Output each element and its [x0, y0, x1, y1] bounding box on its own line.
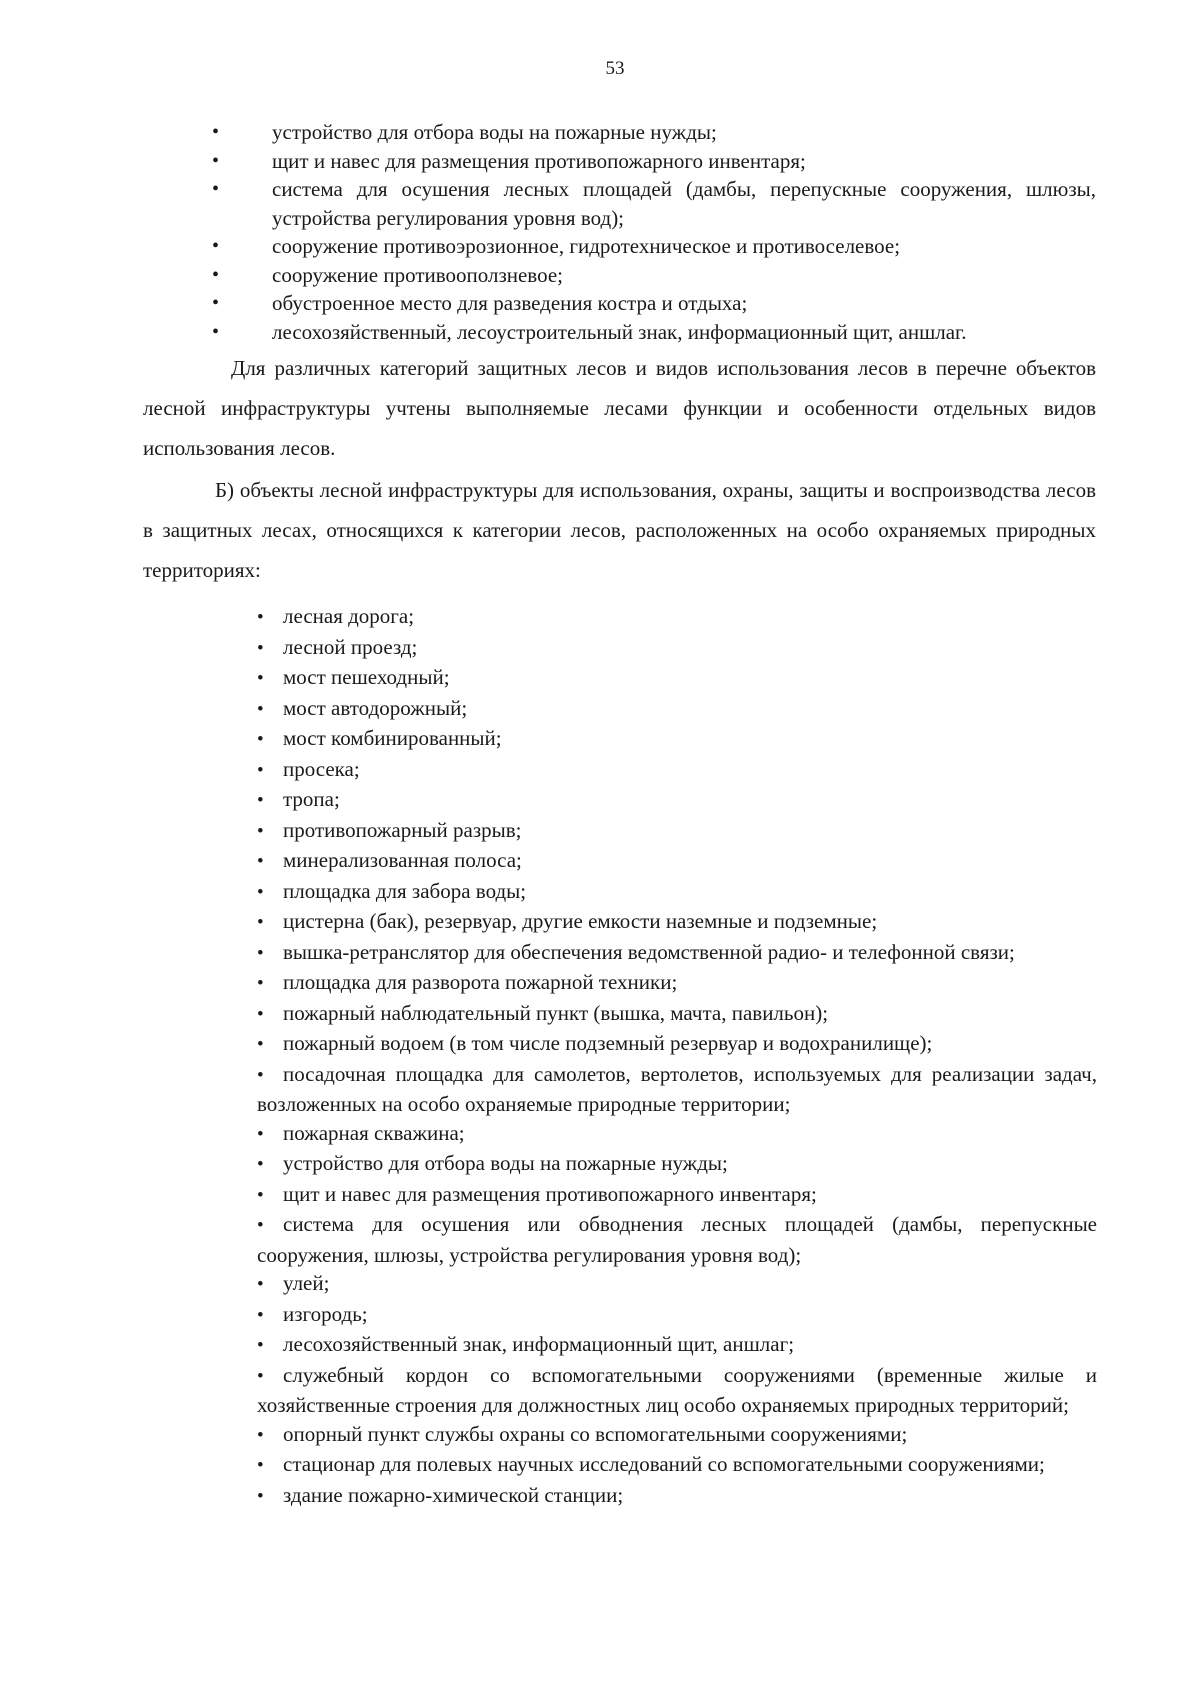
- bullet-icon: •: [257, 1485, 264, 1507]
- list-item: • площадка для забора воды;: [257, 877, 1097, 908]
- infrastructure-list-b: [257, 602, 1097, 1511]
- bullet-icon: •: [257, 1064, 264, 1086]
- bullet-icon: •: [257, 759, 264, 781]
- list-item: • сооружение противооползневое;: [212, 261, 1096, 290]
- list-item: • система для осушения лесных площадей (дамбы, перепускные сооружения, шлюзы, устройства регулирования уровня вод);: [212, 177, 1096, 230]
- list-item: • щит и навес для размещения противопожарного инвентаря;: [212, 147, 1096, 176]
- list-item: • изгородь;: [257, 1300, 1097, 1331]
- list-item: • лесной проезд;: [257, 633, 1097, 664]
- bullet-icon: •: [257, 698, 264, 720]
- list-item: • мост комбинированный;: [257, 724, 1097, 755]
- bullet-icon: •: [257, 1034, 264, 1055]
- paragraph-section-b: Б) объекты лесной инфраструктуры для использования, охраны, защиты и воспроизводства лесов в защитных лесах, относящихся к категории лесов, расположенных на особо охраняемых природных территориях:: [143, 478, 1096, 582]
- bullet-icon: •: [257, 1365, 264, 1387]
- bullet-icon: •: [212, 292, 220, 314]
- list-item: • устройство для отбора воды на пожарные нужды;: [212, 118, 1096, 147]
- bullet-icon: •: [257, 1215, 264, 1236]
- list-item: • минерализованная полоса;: [257, 846, 1097, 877]
- list-item: • лесохозяйственный, лесоустроительный знак, информационный щит, аншлаг.: [212, 318, 1096, 347]
- list-item: • лесная дорога;: [257, 602, 1097, 633]
- bullet-icon: •: [212, 149, 220, 172]
- list-item: • улей;: [257, 1269, 1097, 1300]
- bullet-icon: •: [257, 851, 264, 872]
- list-item: • пожарный наблюдательный пункт (вышка, мачта, павильон);: [257, 999, 1097, 1030]
- page-number: 53: [605, 58, 625, 79]
- list-item: • тропа;: [257, 785, 1097, 816]
- list-item: • пожарная скважина;: [257, 1119, 1097, 1150]
- list-item: • мост автодорожный;: [257, 694, 1097, 725]
- bullet-icon: •: [257, 790, 264, 811]
- list-item: • пожарный водоем (в том числе подземный резервуар и водохранилище);: [257, 1029, 1097, 1060]
- list-item: • мост пешеходный;: [257, 663, 1097, 694]
- list-item: • лесохозяйственный знак, информационный щит, аншлаг;: [257, 1330, 1097, 1361]
- bullet-icon: •: [212, 178, 220, 200]
- bullet-icon: •: [212, 235, 220, 257]
- bullet-icon: •: [257, 1304, 264, 1326]
- list-item: • щит и навес для размещения противопожарного инвентаря;: [257, 1180, 1097, 1211]
- list-item: • обустроенное место для разведения костра и отдыха;: [212, 289, 1096, 318]
- bullet-icon: •: [257, 1154, 264, 1175]
- list-item: • просека;: [257, 755, 1097, 786]
- list-item: • система для осушения или обводнения лесных площадей (дамбы, перепускные сооружения, шлюзы, устройства регулирования уровня вод);: [257, 1212, 1097, 1267]
- bullet-icon: •: [212, 263, 220, 286]
- bullet-icon: •: [257, 668, 264, 689]
- bullet-icon: •: [257, 1335, 264, 1356]
- list-item: • сооружение противоэрозионное, гидротехническое и противоселевое;: [212, 232, 1096, 261]
- list-item: • здание пожарно-химической станции;: [257, 1481, 1097, 1512]
- bullet-icon: •: [257, 607, 264, 628]
- bullet-icon: •: [257, 1455, 264, 1476]
- bullet-icon: •: [257, 729, 264, 750]
- list-item: • опорный пункт службы охраны со вспомогательными сооружениями;: [257, 1420, 1097, 1451]
- list-item: • противопожарный разрыв;: [257, 816, 1097, 847]
- bullet-icon: •: [257, 1424, 264, 1446]
- list-item: • устройство для отбора воды на пожарные нужды;: [257, 1149, 1097, 1180]
- list-item: • стационар для полевых научных исследований со вспомогательными сооружениями;: [257, 1450, 1097, 1481]
- bullet-icon: •: [257, 881, 264, 903]
- bullet-icon: •: [257, 637, 264, 659]
- paragraph-functions: Для различных категорий защитных лесов и видов использования лесов в перечне объектов лесной инфраструктуры учтены выполняемые лесами функции и особенности отдельных видов использования лесов.: [143, 356, 1096, 460]
- list-item: • посадочная площадка для самолетов, вертолетов, используемых для реализации задач, возложенных на особо охраняемые природные территории;: [257, 1061, 1097, 1116]
- list-item: • служебный кордон со вспомогательными сооружениями (временные жилые и хозяйственные строения для должностных лиц особо охраняемых природных территорий;: [257, 1362, 1097, 1417]
- bullet-icon: •: [212, 320, 220, 343]
- bullet-icon: •: [257, 942, 264, 964]
- list-item: • площадка для разворота пожарной техники;: [257, 968, 1097, 999]
- list-item: • вышка-ретранслятор для обеспечения ведомственной радио- и телефонной связи;: [257, 938, 1097, 969]
- bullet-icon: •: [257, 1003, 264, 1025]
- bullet-icon: •: [257, 1123, 264, 1145]
- bullet-icon: •: [257, 1184, 264, 1206]
- bullet-icon: •: [257, 973, 264, 994]
- bullet-icon: •: [257, 912, 264, 933]
- list-item: • цистерна (бак), резервуар, другие емкости наземные и подземные;: [257, 907, 1097, 938]
- infrastructure-list-a: [212, 118, 1096, 346]
- bullet-icon: •: [257, 820, 264, 842]
- bullet-icon: •: [212, 121, 220, 143]
- bullet-icon: •: [257, 1274, 264, 1295]
